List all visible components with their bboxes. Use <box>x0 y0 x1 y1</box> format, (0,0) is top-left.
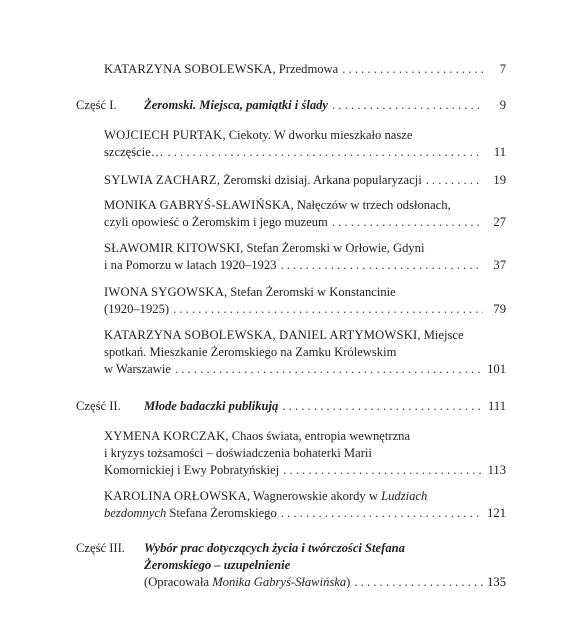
author-name: XYMENA KORCZAK <box>104 429 226 443</box>
page-number: 121 <box>487 506 506 520</box>
entry-title-cont: szczęście… <box>104 145 164 159</box>
dot-leader <box>281 505 483 522</box>
page-number: 111 <box>488 399 506 413</box>
toc-entry-korczak[interactable] <box>104 428 506 479</box>
author-name: KATARZYNA SOBOLEWSKA, DANIEL ARTYMOWSKI <box>104 328 418 342</box>
toc-part-3[interactable] <box>76 540 506 591</box>
toc-entry-preface[interactable] <box>104 61 506 78</box>
author-name: SŁAWOMIR KITOWSKI <box>104 241 241 255</box>
entry-title-italic: Ludziach <box>381 489 428 503</box>
dot-leader <box>282 398 483 415</box>
entry-title-cont: czyli opowieść o Żeromskim i jego muzeum <box>104 215 328 229</box>
part-label: Część II. <box>76 399 121 413</box>
toc-part-2[interactable] <box>76 398 506 415</box>
page-number: 79 <box>493 302 506 316</box>
toc-entry-sygowska[interactable] <box>104 284 506 318</box>
toc-entry-kitowski[interactable] <box>104 240 506 274</box>
page-number: 9 <box>499 98 506 112</box>
compiler-name: Monika Gabryś-Sławińska <box>212 575 347 589</box>
dot-leader <box>354 574 483 591</box>
dot-leader <box>332 97 483 114</box>
dot-leader <box>173 301 483 318</box>
author-name: KATARZYNA SOBOLEWSKA <box>104 62 273 76</box>
entry-title-cont: w Warszawie <box>104 362 171 376</box>
page-number: 37 <box>493 258 506 272</box>
entry-title-cont: spotkań. Mieszkanie Żeromskiego na Zamku Królewskim <box>104 345 397 359</box>
entry-title: , Stefan Żeromski w Orłowie, Gdyni <box>240 241 425 255</box>
page-number: 135 <box>487 575 506 589</box>
entry-title-cont: (1920–1925) <box>104 302 170 316</box>
entry-title: , Żeromski dzisiaj. Arkana popularyzacji <box>216 173 422 187</box>
entry-title: , Stefan Żeromski w Konstancinie <box>224 285 396 299</box>
dot-leader <box>426 172 483 189</box>
page-number: 27 <box>493 215 506 229</box>
dot-leader <box>167 144 483 161</box>
entry-title: , Wagnerowskie akordy w <box>246 489 382 503</box>
note-suffix: ) <box>346 575 351 589</box>
toc-entry-gabrys[interactable] <box>104 197 506 231</box>
page-number: 7 <box>499 62 506 76</box>
entry-title: , Nałęczów w trzech odsłonach, <box>290 198 451 212</box>
author-name: KAROLINA ORŁOWSKA <box>104 489 247 503</box>
part-label: Część I. <box>76 98 117 112</box>
entry-title: , Chaos świata, entropia wewnętrzna <box>225 429 411 443</box>
author-name: SYLWIA ZACHARZ <box>104 173 217 187</box>
note-prefix: (Opracowała <box>144 575 213 589</box>
dot-leader <box>175 361 483 378</box>
part-title: Młode badaczki publikują <box>144 399 279 413</box>
toc-entry-orlowska[interactable] <box>104 488 506 522</box>
part-title: Żeromski. Miejsca, pamiątki i ślady <box>144 98 328 112</box>
toc-entry-sobolewska-artymowski[interactable] <box>104 327 506 378</box>
toc-entry-zacharz[interactable] <box>104 172 506 189</box>
author-name: MONIKA GABRYŚ-SŁAWIŃSKA <box>104 198 291 212</box>
entry-title-cont: Stefana Żeromskiego <box>166 506 277 520</box>
dot-leader <box>280 257 483 274</box>
toc-entry-purtak[interactable] <box>104 127 506 161</box>
part-title: Wybór prac dotyczących życia i twórczości Stefana <box>144 541 405 555</box>
entry-title-cont: i na Pomorzu w latach 1920–1923 <box>104 258 277 272</box>
page-number: 11 <box>493 145 506 159</box>
dot-leader <box>283 462 483 479</box>
entry-title: , Ciekoty. W dworku mieszkało nasze <box>222 128 413 142</box>
part-label: Część III. <box>76 541 125 555</box>
entry-title-cont: i kryzys tożsamości – doświadczenia bohaterki Marii <box>104 446 372 460</box>
author-name: WOJCIECH PURTAK <box>104 128 223 142</box>
entry-text <box>104 61 338 78</box>
author-name: IWONA SYGOWSKA <box>104 285 224 299</box>
entry-title: , Miejsce <box>417 328 464 342</box>
page-number: 113 <box>487 463 506 477</box>
entry-title: , Przedmowa <box>272 62 339 76</box>
dot-leader <box>342 61 483 78</box>
entry-title-italic: bezdomnych <box>104 506 167 520</box>
page-number: 19 <box>493 173 506 187</box>
toc-part-1[interactable] <box>76 97 506 114</box>
entry-title-cont: Komornickiej i Ewy Pobratyńskiej <box>104 463 280 477</box>
page-number: 101 <box>487 362 506 376</box>
dot-leader <box>332 214 483 231</box>
part-title-cont: Żeromskiego – uzupełnienie <box>144 558 291 572</box>
